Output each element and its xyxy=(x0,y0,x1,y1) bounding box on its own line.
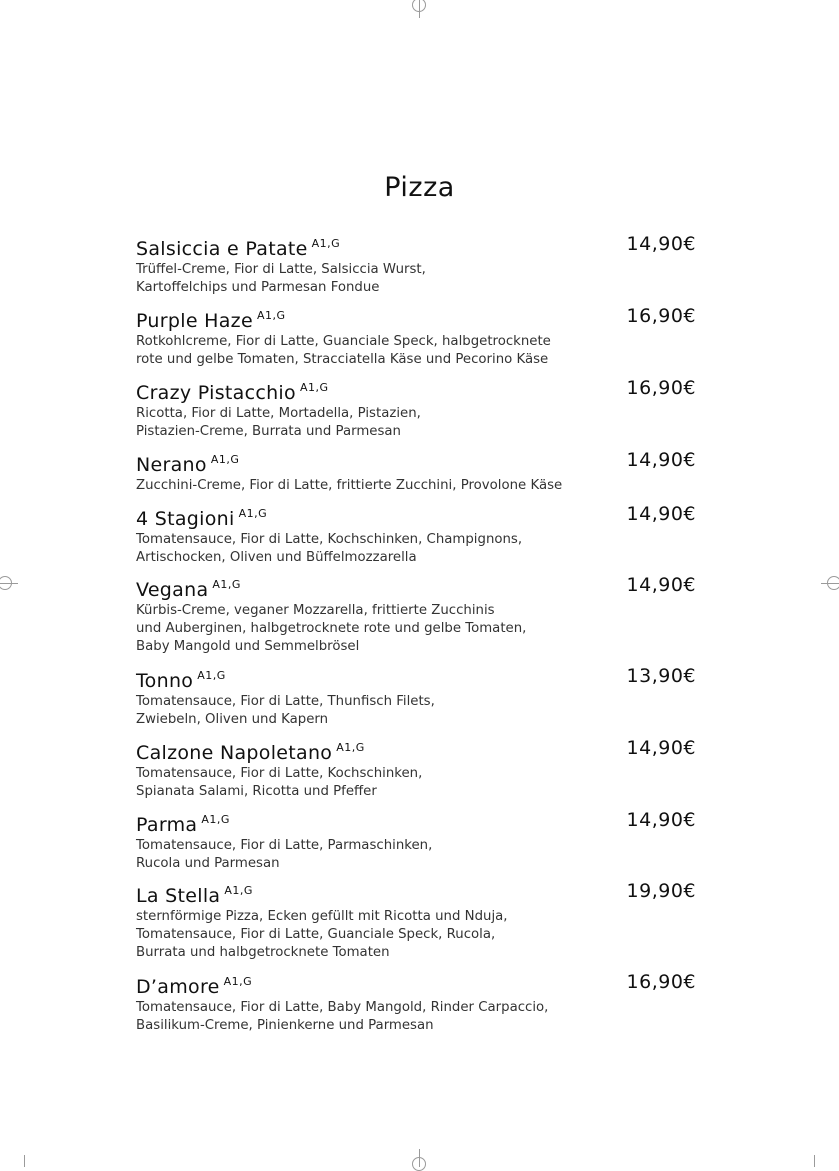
page-title: Pizza xyxy=(384,172,455,203)
menu-item-name: 4 Stagioni xyxy=(136,508,235,530)
menu-item xyxy=(136,879,696,962)
menu-item-name-row xyxy=(136,376,696,405)
menu-item-allergen: A1,G xyxy=(210,453,240,466)
menu-item-description-line: und Auberginen, halbgetrocknete rote und gelbe Tomaten, xyxy=(136,621,527,636)
menu-item-allergen: A1,G xyxy=(256,309,286,322)
menu-item-price: 14,90€ xyxy=(626,737,696,759)
menu-item-description xyxy=(136,477,696,495)
menu-item xyxy=(136,448,696,495)
menu-item-description xyxy=(136,333,696,369)
menu-item-allergen: A1,G xyxy=(299,381,329,394)
menu-item-name: Calzone Napoletano xyxy=(136,742,333,764)
menu-item-description-line: Trüffel-Creme, Fior di Latte, Salsiccia Wurst, xyxy=(136,262,426,277)
menu-item xyxy=(136,573,696,656)
menu-item-price: 14,90€ xyxy=(626,574,696,596)
menu-item-name-row xyxy=(136,448,696,477)
menu-item-name: Crazy Pistacchio xyxy=(136,382,296,404)
menu-item-description xyxy=(136,999,696,1035)
menu-item-price: 14,90€ xyxy=(626,809,696,831)
menu-item-description-line: Spianata Salami, Ricotta und Pfeffer xyxy=(136,784,377,799)
menu-item-allergen: A1,G xyxy=(224,884,253,897)
menu-item-description-line: Burrata und halbgetrocknete Tomaten xyxy=(136,945,390,960)
menu-item-name-row xyxy=(136,232,696,261)
menu-item-allergen: A1,G xyxy=(311,237,341,250)
menu-item-description-line: Baby Mangold und Semmelbrösel xyxy=(136,639,360,654)
menu-item-price: 16,90€ xyxy=(626,971,696,993)
menu-item-name: Parma xyxy=(136,814,198,836)
menu-item-name-row xyxy=(136,808,696,837)
menu-item-name: Nerano xyxy=(136,454,207,476)
menu-item-description xyxy=(136,837,696,873)
menu-item-allergen: A1,G xyxy=(238,507,268,520)
menu-item-price: 14,90€ xyxy=(626,449,696,471)
menu-item-description-line: Zucchini-Creme, Fior di Latte, frittierte Zucchini, Provolone Käse xyxy=(136,478,563,493)
menu-item-name: Tonno xyxy=(136,670,194,692)
menu-item-description xyxy=(136,693,696,729)
menu-item-description-line: Zwiebeln, Oliven und Kapern xyxy=(136,712,329,727)
menu-item-name: Vegana xyxy=(136,579,209,601)
menu-item-description-line: Tomatensauce, Fior di Latte, Baby Mangold, Rinder Carpaccio, xyxy=(136,1000,549,1015)
menu-item-name-row xyxy=(136,736,696,765)
menu-item-allergen: A1,G xyxy=(212,578,241,591)
menu-item xyxy=(136,376,696,441)
menu-item-description-line: Ricotta, Fior di Latte, Mortadella, Pistazien, xyxy=(136,406,421,421)
menu-item-allergen: A1,G xyxy=(223,975,253,988)
menu-item-description-line: Kartoffelchips und Parmesan Fondue xyxy=(136,280,380,295)
menu-item-description-line: rote und gelbe Tomaten, Stracciatella Käse und Pecorino Käse xyxy=(136,352,549,367)
menu-item-description xyxy=(136,261,696,297)
menu-item-description xyxy=(136,405,696,441)
menu-item-description-line: Tomatensauce, Fior di Latte, Kochschinken, Champignons, xyxy=(136,532,523,547)
menu-item xyxy=(136,232,696,297)
menu-item-name: La Stella xyxy=(136,885,221,907)
menu-item-description xyxy=(136,765,696,801)
menu-item-price: 14,90€ xyxy=(626,233,696,255)
menu-item-allergen: A1,G xyxy=(201,813,230,826)
menu-item-description xyxy=(136,531,696,567)
menu-item-description xyxy=(136,602,696,656)
menu-item-description-line: Kürbis-Creme, veganer Mozzarella, frittierte Zucchinis xyxy=(136,603,495,618)
menu-item-name: Purple Haze xyxy=(136,310,253,332)
menu-item-price: 16,90€ xyxy=(626,305,696,327)
menu-item-name-row xyxy=(136,970,696,999)
menu-item xyxy=(136,664,696,729)
menu-item-description-line: Artischocken, Oliven und Büffelmozzarella xyxy=(136,550,417,565)
menu-item-description-line: Tomatensauce, Fior di Latte, Kochschinken, xyxy=(136,766,423,781)
menu-item-name-row xyxy=(136,573,696,602)
menu-item-description-line: Rucola und Parmesan xyxy=(136,856,280,871)
menu-item-description xyxy=(136,908,696,962)
menu-item-price: 14,90€ xyxy=(626,503,696,525)
menu-item-allergen: A1,G xyxy=(197,669,226,682)
menu-item-price: 13,90€ xyxy=(626,665,696,687)
menu-item xyxy=(136,808,696,873)
menu-item-description-line: Tomatensauce, Fior di Latte, Thunfisch Filets, xyxy=(136,694,435,709)
menu-item-name-row xyxy=(136,664,696,693)
menu-item-description-line: Pistazien-Creme, Burrata und Parmesan xyxy=(136,424,401,439)
menu-item-description-line: Rotkohlcreme, Fior di Latte, Guanciale Speck, halbgetrocknete xyxy=(136,334,551,349)
menu-item-name-row xyxy=(136,502,696,531)
menu-item-allergen: A1,G xyxy=(336,741,365,754)
menu-item xyxy=(136,970,696,1035)
menu-item-description-line: Tomatensauce, Fior di Latte, Parmaschinken, xyxy=(136,838,433,853)
menu-item-name-row xyxy=(136,304,696,333)
menu-item-name-row xyxy=(136,879,696,908)
menu-item-price: 16,90€ xyxy=(626,377,696,399)
menu-item xyxy=(136,304,696,369)
menu-item-description-line: Tomatensauce, Fior di Latte, Guanciale Speck, Rucola, xyxy=(136,927,496,942)
menu-item-name: Salsiccia e Patate xyxy=(136,238,308,260)
menu-item-description-line: Basilikum-Creme, Pinienkerne und Parmesan xyxy=(136,1018,434,1033)
menu-item-price: 19,90€ xyxy=(626,880,696,902)
menu-item-description-line: sternförmige Pizza, Ecken gefüllt mit Ricotta und Nduja, xyxy=(136,909,508,924)
menu-item xyxy=(136,502,696,567)
menu-item-name: D’amore xyxy=(136,976,220,998)
menu-item xyxy=(136,736,696,801)
